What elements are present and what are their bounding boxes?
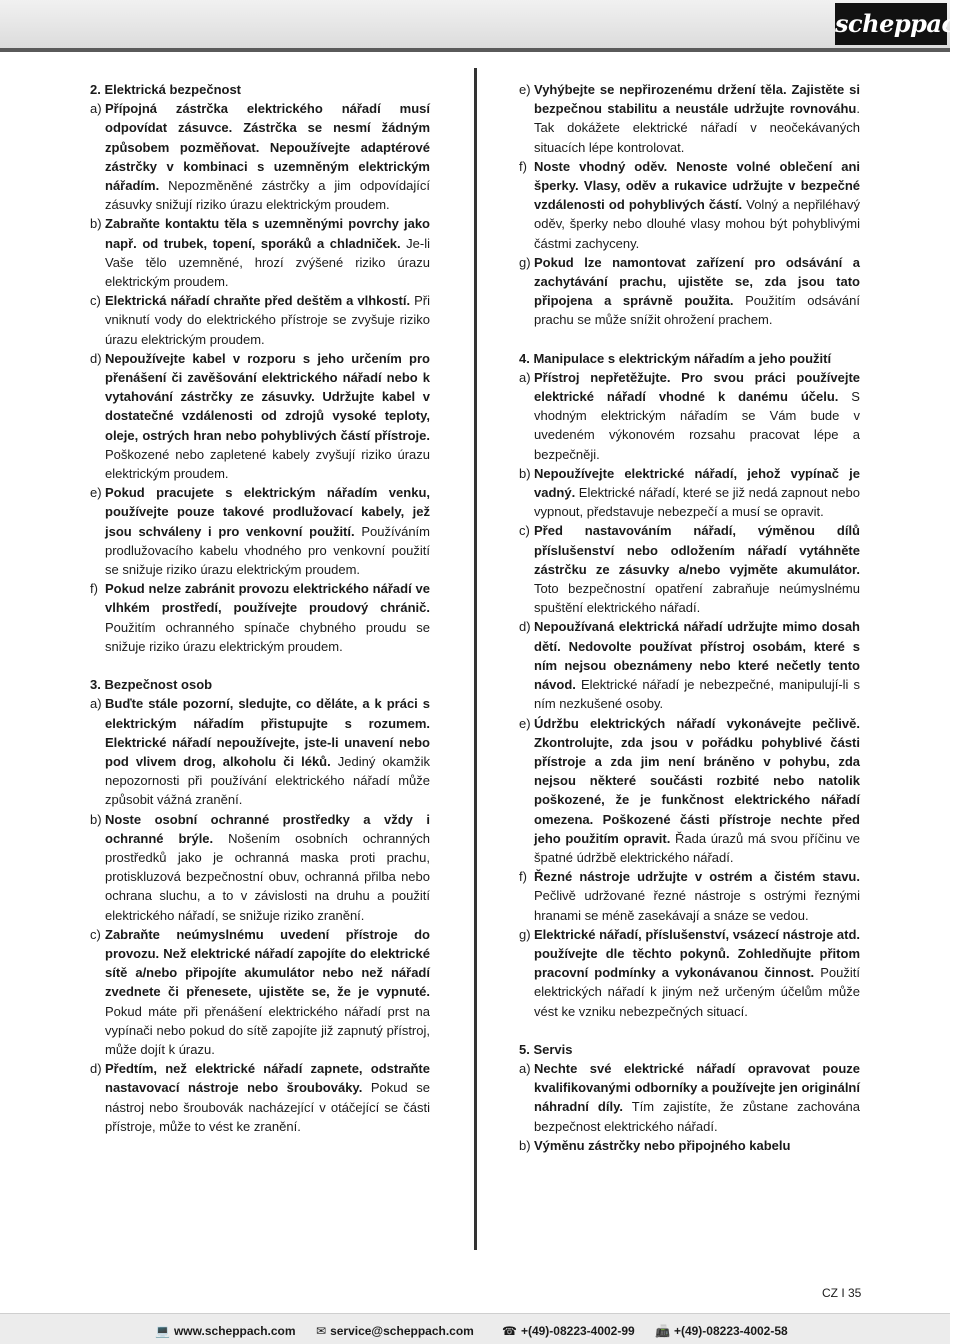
item-normal-text: Elektrické nářadí, které se již nedá zapnout nebo vypnout, představuje nebezpečí a musí se opravit.	[534, 485, 860, 520]
item-bold-text: Přístroj nepřetěžujte. Pro svou práci používejte elektrické nářadí vhodné k danému účelu.	[534, 369, 860, 405]
section-heading: 2. Elektrická bezpečnost	[90, 82, 242, 97]
item-bold-text: Nepoužívejte elektrické nářadí, jehož vypínač je vadný.	[534, 465, 860, 501]
item-bold-text: Nechte své elektrické nářadí opravovat pouze kvalifikovanými odborníky a používejte jen originální náhradní díly.	[534, 1060, 860, 1115]
instruction-item	[90, 214, 430, 291]
item-bold-text: Zabraňte kontaktu těla s uzemněnými povrchy jako např. od trubek, topení, sporáků a chladniček.	[105, 216, 430, 251]
item-label: a)	[519, 1060, 531, 1076]
item-normal-text: Jediný okamžik nepozornosti při používání elektrického nářadí může způsobit vážná zranění.	[105, 753, 430, 808]
item-bold-text: Řezné nástroje udržujte v ostrém a čistém stavu.	[534, 869, 860, 885]
section-heading: 5. Servis	[519, 1041, 573, 1057]
item-bold-text: Výměnu zástrčky nebo připojného kabelu	[534, 1137, 791, 1153]
item-normal-text: Pečlivě udržované řezné nástroje s ostrými řeznými hranami se méně zasekávají a snáze se vedou.	[534, 888, 860, 923]
item-label: a)	[90, 696, 102, 712]
item-normal-text: Pokud se nástroj nebo šroubovák nacházející v otáčející se části přístroje, může to vést ke zranění.	[105, 1080, 430, 1134]
instruction-item	[90, 694, 430, 809]
footer-phone-text: +(49)-08223-4002-99	[520, 1324, 635, 1338]
instruction-item	[519, 157, 860, 253]
item-normal-text: Tím zajistíte, že zůstane zachována bezpečnost elektrického nářadí.	[534, 1099, 860, 1134]
item-label: f)	[519, 869, 527, 885]
item-normal-text: Poškozené nebo zapletené kabely zvyšují riziko úrazu elektrickým proudem.	[105, 446, 430, 482]
item-label: d)	[519, 619, 531, 635]
item-normal-text: S vhodným elektrickým nářadím se Vám bude v uvedeném výkonovém rozsahu pracovat lépe a bezpečněji.	[534, 389, 860, 462]
item-normal-text: Je-li Vaše tělo uzemněné, hrozí zvýšené riziko úrazu elektrickým proudem.	[105, 235, 430, 290]
item-normal-text: . Tak dokážete elektrické nářadí v neočekávaných situacích lépe kontrolovat.	[534, 101, 860, 155]
instruction-item	[90, 349, 430, 483]
item-text	[534, 1136, 860, 1155]
scheppach-logo: scheppach	[835, 3, 947, 45]
item-text	[105, 1059, 430, 1136]
item-label: c)	[90, 926, 101, 942]
item-text	[534, 1059, 860, 1136]
item-bold-text: Přípojná zástrčka elektrického nářadí musí odpovídat zásuvce. Zástrčka se nesmí žádným způsobem pozměňovat. Nepoužívejte adaptérové zástrčky v kombinaci s uzemněným elektrickým nářadím.	[105, 101, 430, 194]
item-bold-text: Pokud nelze zabránit provozu elektrického nářadí ve vlhkém prostředí, používejte proudový chránič.	[105, 581, 430, 616]
item-bold-text: Elektrická nářadí chraňte před deštěm a vlhkostí.	[105, 293, 411, 309]
instruction-item	[519, 464, 860, 522]
section-gap	[519, 330, 860, 349]
section-gap	[519, 1021, 860, 1040]
footer-website-text: www.scheppach.com	[173, 1324, 296, 1338]
item-normal-text: Volný a nepřiléhavý oděv, šperky nebo dlouhé vlasy mohou být pohyblivými částmi zachyceny.	[534, 197, 860, 251]
instruction-item	[519, 925, 860, 1021]
section-gap	[90, 656, 430, 675]
fax-icon: 📠	[655, 1324, 670, 1338]
footer-fax[interactable]	[655, 1324, 788, 1338]
instruction-item	[519, 521, 860, 617]
instruction-item	[519, 368, 860, 464]
item-text	[534, 867, 860, 925]
item-normal-text: Pokud máte při přenášení elektrického nářadí prst na vypínači nebo pokud do sítě zapojíte již zapnutý přístroj, může dojít k úrazu.	[105, 1003, 430, 1057]
right-column	[519, 80, 860, 1155]
item-text	[534, 714, 860, 868]
instruction-item	[519, 253, 860, 330]
item-bold-text: Údržbu elektrických nářadí vykonávejte pečlivě. Zkontrolujte, zda jsou v pořádku pohyblivé části přístroje a zda jim není bráněno v pohybu, zda nejsou některé součásti rozbité nebo natolik poškozené, že je funkčnost elektrického nářadí omezena. Poškozené části přístroje nechte před jeho použitím opravit.	[534, 715, 860, 846]
header-bar	[0, 0, 973, 52]
item-text	[105, 214, 430, 291]
item-bold-text: Pokud pracujete s elektrickým nářadím venku, používejte pouze takové prodlužovací kabely, jež jsou schváleny i pro venkovní použití.	[105, 485, 430, 539]
instruction-item	[90, 925, 430, 1059]
instruction-item	[90, 291, 430, 349]
item-label: e)	[519, 82, 531, 97]
item-text	[534, 617, 860, 713]
item-bold-text: Předtím, než elektrické nářadí zapnete, odstraňte nastavovací nástroje nebo šroubováky.	[105, 1061, 430, 1096]
footer-phone[interactable]	[502, 1324, 635, 1338]
footer-fax-text: +(49)-08223-4002-58	[673, 1324, 788, 1338]
item-label: g)	[519, 926, 531, 942]
item-label: g)	[519, 254, 531, 270]
instruction-item	[519, 1059, 860, 1136]
instruction-item	[90, 810, 430, 925]
instruction-item	[90, 1059, 430, 1136]
footer-email[interactable]	[316, 1324, 474, 1338]
item-normal-text: Nepozměněné zástrčky a jim odpovídající zásuvky snižují riziko úrazu elektrickým proudem.	[105, 178, 430, 213]
item-text	[105, 349, 430, 483]
item-bold-text: Zabraňte neúmyslnému uvedení přístroje do provozu. Než elektrické nářadí zapojíte do elektrické sítě a/nebo připojíte akumulátor nebo než nářadí zvednete či přenesete, ujistěte se, že je vypnuté.	[105, 926, 430, 1000]
item-text	[105, 925, 430, 1059]
item-label: d)	[90, 350, 102, 366]
item-label: a)	[519, 369, 531, 385]
item-bold-text: Vyhýbejte se nepřirozenému držení těla. Zajistěte si bezpečnou stabilitu a neustále udržujte rovnováhu	[534, 82, 860, 117]
item-label: f)	[519, 158, 527, 174]
item-normal-text: Použitím ochranného spínače chybného proudu se snižuje riziko úrazu elektrickým proudem.	[105, 619, 430, 654]
item-normal-text: Použitím odsávání prachu se může snížit ohrožení prachem.	[534, 293, 860, 328]
instruction-item	[519, 617, 860, 713]
item-label: b)	[90, 216, 102, 232]
item-label: f)	[90, 581, 98, 597]
item-label: e)	[519, 715, 531, 731]
phone-icon: ☎	[502, 1324, 517, 1338]
item-text	[534, 925, 860, 1021]
item-text	[534, 253, 860, 330]
item-text	[534, 80, 860, 157]
item-label: b)	[90, 811, 102, 827]
instruction-item	[519, 867, 860, 925]
item-normal-text: Používáním prodlužovacího kabelu vhodného pro venkovní použití se snižuje riziko úrazu elektrickým proudem.	[105, 523, 430, 578]
item-bold-text: Pokud lze namontovat zařízení pro odsávání a zachytávání prachu, ujistěte se, zda jsou tato připojena a správně použita.	[534, 254, 860, 309]
computer-icon: 💻	[155, 1324, 170, 1338]
instruction-item	[519, 80, 860, 157]
instruction-item	[519, 1136, 860, 1155]
item-label: c)	[519, 523, 530, 539]
page-number: CZ I 35	[822, 1286, 862, 1300]
item-text	[105, 291, 430, 349]
item-normal-text: Elektrické nářadí je nebezpečné, manipulují-li s ním nezkušené osoby.	[534, 677, 860, 712]
item-bold-text: Noste vhodný oděv. Nenoste volné oblečení ani šperky. Vlasy, oděv a rukavice udržujte v bezpečné vzdálenosti od pohyblivých částí.	[534, 158, 860, 213]
footer-bar	[0, 1313, 950, 1344]
instruction-item	[90, 579, 430, 656]
mail-icon: ✉	[316, 1324, 327, 1338]
item-text	[105, 483, 430, 579]
left-column	[90, 80, 430, 1136]
item-normal-text: Toto bezpečnostní opatření zabraňuje neúmyslnému spuštění elektrického nářadí.	[534, 581, 860, 616]
column-divider	[474, 68, 477, 1250]
item-normal-text: Použití elektrických nářadí k jiným než určeným účelům může vést ke vzniku nebezpečných situací.	[534, 965, 860, 1019]
item-label: c)	[90, 293, 101, 309]
item-normal-text: Nošením osobních ochranných prostředků jako je ochranná maska proti prachu, protiskluzová bezpečnostní obuv, ochranná přilba nebo ochrana sluchu, a to v závislosti na druhu a použití elektrického nářadí, se snižuje riziko zranění.	[105, 830, 431, 923]
item-label: b)	[519, 465, 531, 481]
item-bold-text: Buďte stále pozorní, sledujte, co děláte, a k práci s elektrickým nářadím přistupujte s rozumem. Elektrické nářadí nepoužívejte, jste-li unavení nebo pod vlivem drog, alkoholu či léků.	[105, 696, 430, 769]
footer-email-text: service@scheppach.com	[330, 1324, 474, 1338]
item-text	[105, 810, 430, 925]
instruction-item	[90, 99, 430, 214]
item-bold-text: Noste osobní ochranné prostředky a vždy i ochranné brýle.	[105, 811, 430, 846]
item-text	[534, 368, 860, 464]
item-text	[534, 464, 860, 522]
item-label: d)	[90, 1061, 102, 1077]
item-normal-text: Řada úrazů má svou příčinu ve špatné údržbě elektrického nářadí.	[534, 830, 860, 865]
item-bold-text: Před nastavováním nářadí, výměnou dílů příslušenství nebo odložením nářadí vytáhněte zástrčku ze zásuvky a/nebo vyjměte akumulátor.	[534, 523, 860, 577]
footer-website[interactable]	[155, 1324, 296, 1338]
item-text	[105, 579, 430, 656]
section-heading: 3. Bezpečnost osob	[90, 677, 213, 693]
item-text	[105, 99, 430, 214]
item-label: b)	[519, 1137, 531, 1153]
item-normal-text: Při vniknutí vody do elektrického přístroje se zvyšuje riziko úrazu elektrickým proudem.	[105, 293, 431, 347]
item-text	[534, 521, 860, 617]
item-text	[105, 694, 430, 809]
item-bold-text: Nepoužívejte kabel v rozporu s jeho určením pro přenášení či zavěšování elektrického nářadí nebo k vytahování zástrčky ze zásuvky. Udržujte kabel v dostatečné vzdálenosti od zdrojů vysoké teploty, oleje, ostrých hran nebo pohyblivých částí přístroje.	[105, 350, 430, 443]
item-label: e)	[90, 485, 102, 501]
item-text	[534, 157, 860, 253]
instruction-item	[519, 714, 860, 868]
instruction-item	[90, 483, 430, 579]
item-bold-text: Nepoužívaná elektrická nářadí udržujte mimo dosah dětí. Nedovolte používat přístroj osobám, které s ním nejsou obeznámeny nebo které nečetly tento návod.	[534, 619, 860, 693]
item-label: a)	[90, 101, 102, 117]
section-heading: 4. Manipulace s elektrickým nářadím a jeho použití	[519, 350, 832, 366]
item-bold-text: Elektrické nářadí, příslušenství, vsázecí nástroje atd. používejte dle těchto pokynů. Zohledňujte přitom pracovní podmínky a vykonávanou činnost.	[534, 926, 860, 981]
